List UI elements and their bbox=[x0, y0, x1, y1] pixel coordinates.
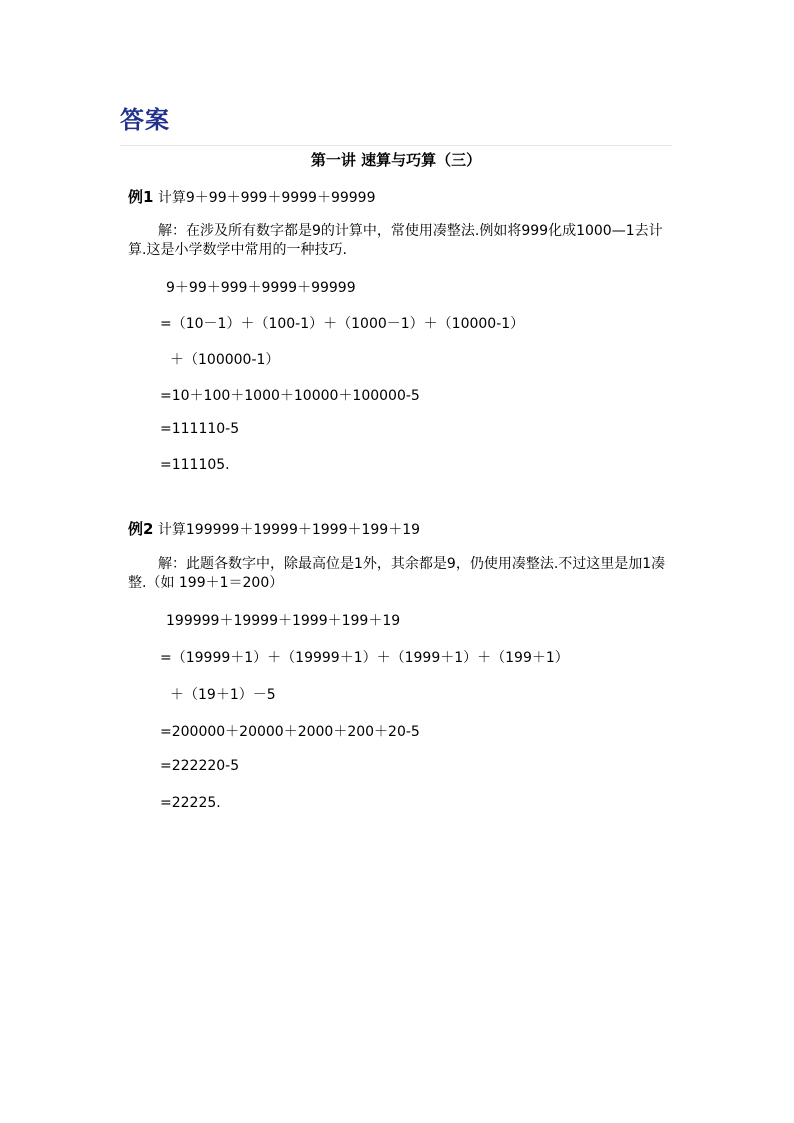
example1-step-2: =（10－1）＋（100-1）＋（1000－1）＋（10000-1） bbox=[160, 316, 525, 332]
example2-problem: 计算199999＋19999＋1999＋199＋19 bbox=[153, 522, 421, 538]
example1-label: 例1 bbox=[128, 188, 154, 206]
example2-step-3: ＋（19＋1）－5 bbox=[170, 687, 276, 703]
example1-solution-text: 解：在涉及所有数字都是9的计算中，常使用凑整法.例如将999化成1000—1去计算.这是小学数学中常用的一种技巧. bbox=[128, 223, 663, 258]
example1-step-4: =10＋100＋1000＋10000＋100000-5 bbox=[160, 388, 420, 404]
example2-step-4: =200000＋20000＋2000＋200＋20-5 bbox=[160, 724, 420, 740]
example2-solution-text: 解：此题各数字中，除最高位是1外，其余都是9，仍使用凑整法.不过这里是加1凑整.（如 199＋1＝200） bbox=[128, 556, 666, 591]
example1-step-6: =111105. bbox=[160, 457, 230, 473]
lecture-title: 第一讲 速算与巧算（三） bbox=[310, 151, 482, 169]
example1-problem: 计算9＋99＋999＋9999＋99999 bbox=[153, 190, 376, 206]
example2-solution bbox=[128, 555, 678, 593]
example2-step-1: 199999＋19999＋1999＋199＋19 bbox=[166, 613, 401, 629]
example1-step-3: ＋（100000-1） bbox=[170, 352, 280, 368]
example1-solution bbox=[128, 222, 678, 260]
example2-step-5: =222220-5 bbox=[160, 758, 240, 774]
heading-divider bbox=[120, 145, 672, 146]
example1-title bbox=[128, 186, 376, 207]
example1-step-1: 9＋99＋999＋9999＋99999 bbox=[166, 280, 356, 296]
example2-step-2: =（19999＋1）＋（19999＋1）＋（1999＋1）＋（199＋1） bbox=[160, 650, 569, 666]
example2-title bbox=[128, 518, 420, 539]
example2-label: 例2 bbox=[128, 520, 154, 538]
answer-heading: 答案 bbox=[120, 106, 170, 134]
example2-step-6: =22225. bbox=[160, 795, 221, 811]
example1-step-5: =111110-5 bbox=[160, 421, 240, 437]
